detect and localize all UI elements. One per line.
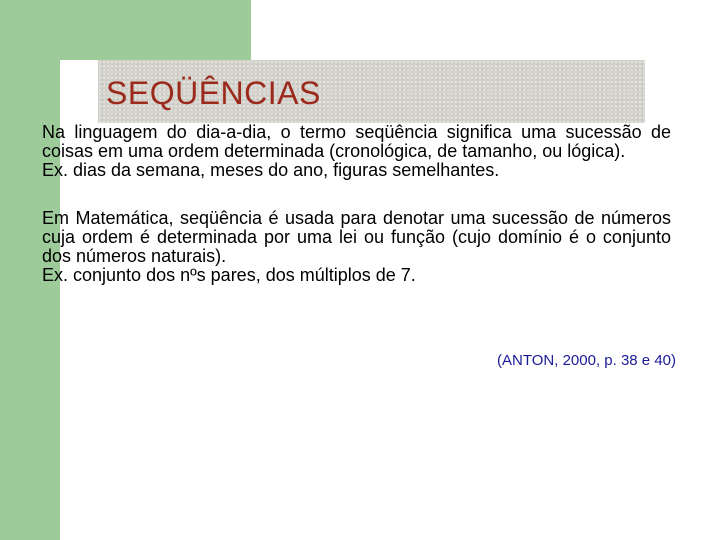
- paragraph-definition: Na linguagem do dia-a-dia, o termo seqüência significa uma sucessão de coisas em uma ordem determinada (cronológica, de tamanho, ou lógica).: [42, 122, 671, 161]
- paragraph-example-2: Ex. conjunto dos nºs pares, dos múltiplos de 7.: [42, 265, 416, 285]
- paragraph-example-1: Ex. dias da semana, meses do ano, figuras semelhantes.: [42, 160, 500, 180]
- top-green-block: [60, 0, 251, 60]
- slide-title: SEQÜÊNCIAS: [106, 75, 321, 111]
- paragraph-math-definition: Em Matemática, seqüência é usada para denotar uma sucessão de números cuja ordem é determinada por uma lei ou função (cujo domínio é o conjunto dos números naturais).: [42, 208, 671, 266]
- citation: (ANTON, 2000, p. 38 e 40): [497, 352, 676, 369]
- slide-body: [42, 123, 671, 285]
- paragraph-gap: [42, 180, 671, 209]
